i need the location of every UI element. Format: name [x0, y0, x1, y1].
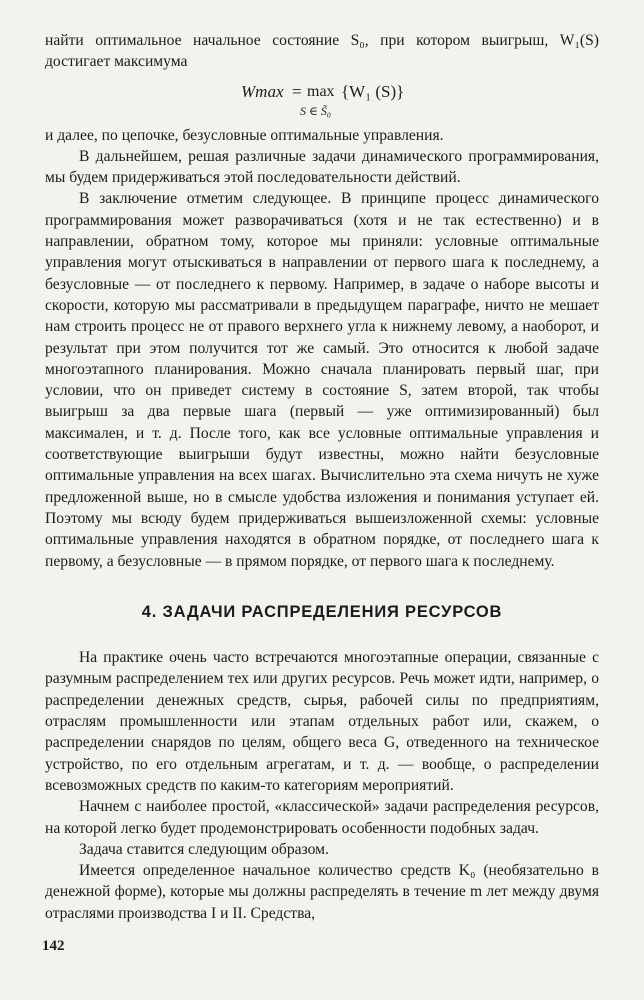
formula-equals: = — [292, 81, 302, 101]
formula-max-operator: max — [307, 82, 335, 100]
page-number: 142 — [42, 938, 65, 954]
paragraph-initial-funds: Имеется определенное начальное количество средств K₀ (необязательно в денежной форме), которые мы должны распределять в течение m лет между двумя отраслями производства I и II. Средства, — [45, 862, 599, 922]
paragraph-intro: найти оптимальное начальное состояние S₀, при котором выигрыш, W₁(S) достигает максимума — [45, 32, 599, 71]
formula-lhs: Wmax — [241, 81, 284, 101]
formula-subscript: S ∈ S̃₀ — [300, 103, 332, 118]
paragraph-resources-intro: На практике очень часто встречаются многоэтапные операции, связанные с разумным распределением тех или других ресурсов. Речь может идти, например, о распределении денежных средств, сырья, рабочей силы по предприятиям, отраслям промышленности или этапам отдельных работ или, скажем, о распределении снарядов по целям, общего веса G, отведенного на техническое устройство, по его отдельным агрегатам, и т. д. — вообще, о распределении всевозможных средств по каким-то категориям мероприятий. — [45, 649, 599, 794]
paragraph-continuation: и далее, по цепочке, безусловные оптимальные управления. — [45, 126, 444, 144]
page-body — [45, 30, 599, 924]
formula-wmax — [45, 75, 599, 121]
section-heading: 4. ЗАДАЧИ РАСПРЕДЕЛЕНИЯ РЕСУРСОВ — [141, 602, 503, 621]
paragraph-classic-problem: Начнем с наиболее простой, «классической» задачи распределения ресурсов, на которой легко будет продемонстрировать особенности подобных задач. — [45, 798, 599, 837]
formula-rhs: {W₁ (S)} — [341, 81, 405, 101]
paragraph-conclusion: В заключение отметим следующее. В принципе процесс динамического программирования может разворачиваться (хотя и не так естественно) и в направлении, обратном тому, которое мы приняли: условные оптимальные управления могут отыскиваться в направлении от первого шага к последнему, а безусловные — от последнего к первому. Например, в задаче о наборе высоты и скорости, которую мы рассматривали в предыдущем параграфе, ничто не мешает нам строить процесс не от правого верхнего угла к нижнему левому, а наоборот, и результат при этом получится тот же самый. Это относится к любой задаче многоэтапного планирования. Можно сначала планировать первый шаг, при условии, что он приведет систему в состояние S, затем второй, так чтобы выигрыш за два первые шага (первый — уже оптимизированный) был максимален, и т. д. После того, как все условные оптимальные управления и соответствующие выигрыши будут известны, можно найти безусловные оптимальные управления на всех шагах. Вычислительно эта схема ничуть не хуже предложенной выше, но в смысле удобства изложения и понимания уступает ей. Поэтому мы всюду будем придерживаться вышеизложенной схемы: условные оптимальные управления находятся в обратном порядке, от последнего шага к первому, а безусловные — в прямом порядке, от первого шага к последнему. — [45, 190, 599, 570]
paragraph-sequence: В дальнейшем, решая различные задачи динамического программирования, мы будем придерживаться этой последовательности действий. — [45, 147, 599, 187]
paragraph-problem-statement: Задача ставится следующим образом. — [79, 840, 329, 858]
